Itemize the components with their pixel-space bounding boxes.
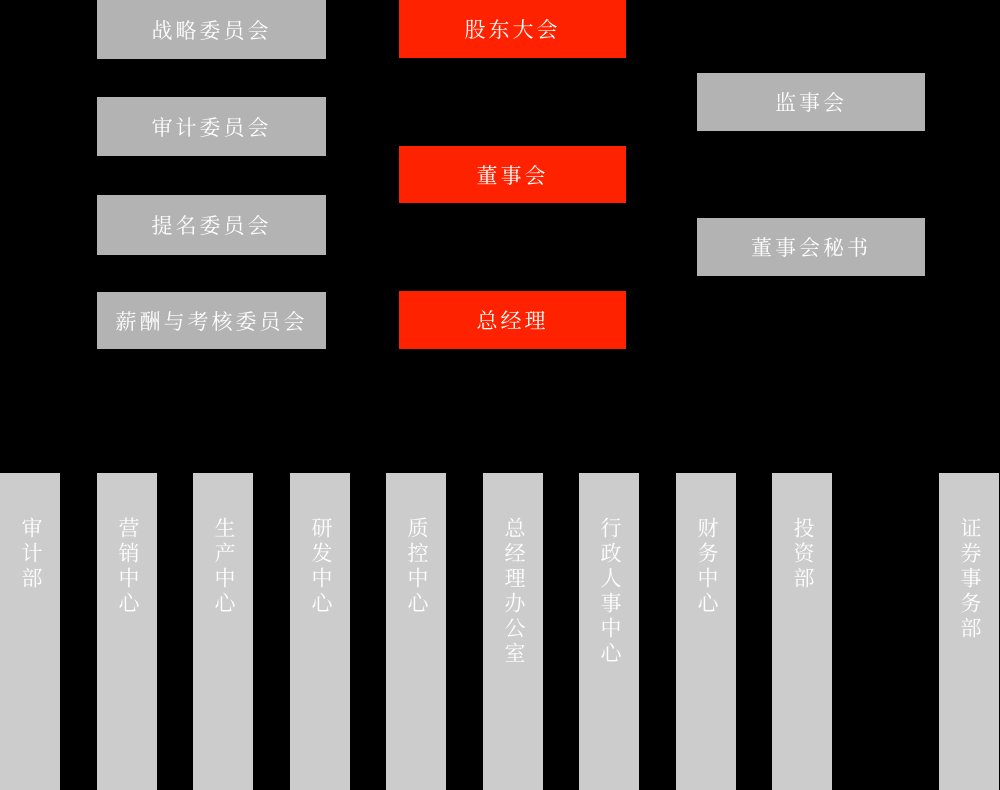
node-audit-committee	[97, 97, 326, 156]
dept-quality-control-center-label: 质控中心	[405, 517, 428, 617]
dept-finance-center-label: 财务中心	[695, 517, 718, 617]
node-general-manager-label: 总经理	[476, 310, 549, 333]
dept-gm-office	[483, 473, 543, 790]
node-board-secretary-label: 董事会秘书	[751, 237, 871, 260]
dept-quality-control-center	[386, 473, 446, 790]
node-supervisory-board-label: 监事会	[775, 92, 847, 115]
dept-audit	[0, 473, 60, 790]
node-shareholders-meeting-label: 股东大会	[464, 19, 561, 42]
dept-marketing-center	[97, 473, 157, 790]
node-compensation-assessment-committee-label: 薪酬与考核委员会	[115, 310, 308, 334]
node-board-secretary	[697, 218, 925, 276]
dept-investment	[772, 473, 832, 790]
dept-securities-affairs	[939, 473, 999, 790]
node-nomination-committee	[97, 195, 326, 255]
dept-rd-center	[290, 473, 350, 790]
node-general-manager	[399, 291, 626, 349]
node-nomination-committee-label: 提名委员会	[151, 215, 272, 238]
dept-securities-affairs-label: 证券事务部	[958, 517, 981, 642]
node-compensation-assessment-committee	[97, 292, 326, 349]
dept-marketing-center-label: 营销中心	[116, 517, 139, 617]
dept-investment-label: 投资部	[791, 517, 814, 592]
node-supervisory-board	[697, 73, 925, 131]
dept-production-center	[193, 473, 253, 790]
dept-gm-office-label: 总经理办公室	[502, 517, 525, 667]
dept-finance-center	[676, 473, 736, 790]
node-board-of-directors	[399, 146, 626, 203]
dept-admin-hr-center-label: 行政人事中心	[598, 517, 621, 667]
node-shareholders-meeting	[399, 0, 626, 58]
dept-rd-center-label: 研发中心	[309, 517, 332, 617]
node-strategy-committee-label: 战略委员会	[151, 19, 272, 43]
node-board-of-directors-label: 董事会	[476, 164, 549, 188]
dept-production-center-label: 生产中心	[212, 517, 235, 617]
node-audit-committee-label: 审计委员会	[151, 116, 272, 140]
dept-audit-label: 审计部	[19, 517, 42, 592]
node-strategy-committee	[97, 0, 326, 59]
dept-admin-hr-center	[579, 473, 639, 790]
